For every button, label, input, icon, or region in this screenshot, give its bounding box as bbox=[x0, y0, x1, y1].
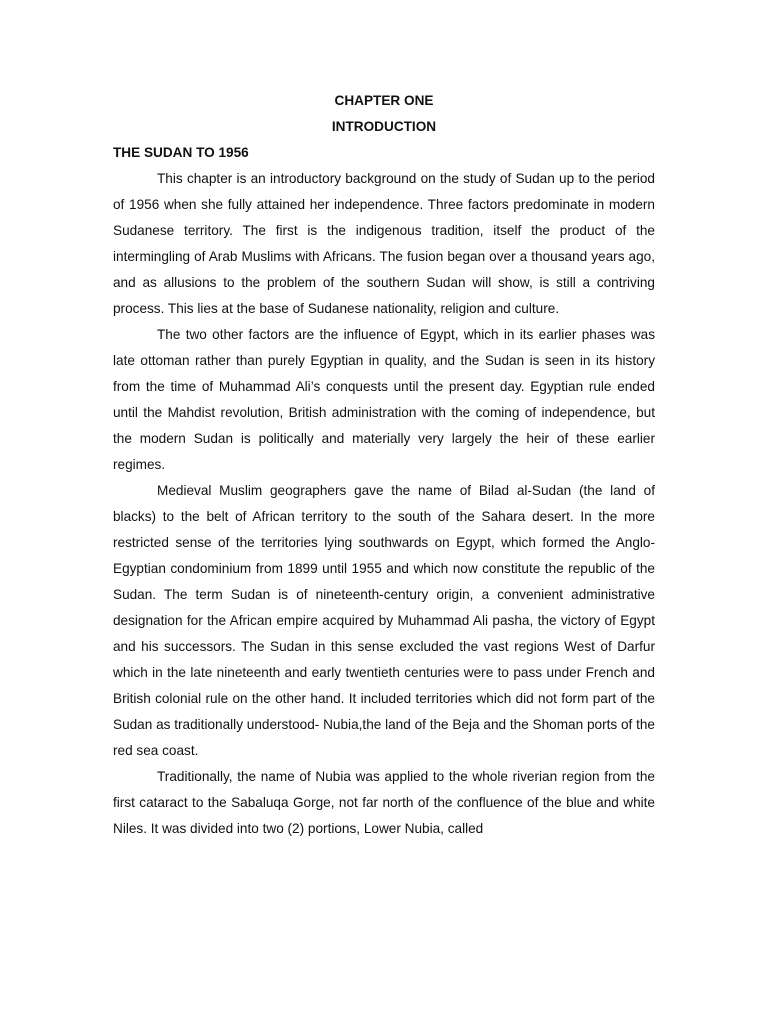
paragraph-3: Medieval Muslim geographers gave the name of Bilad al-Sudan (the land of blacks) to the belt of African territory to the south of the Sahara desert. In the more restricted sense of the territories lying southwards on Egypt, which formed the Anglo-Egyptian condominium from 1899 until 1955 and which now constitute the republic of the Sudan. The term Sudan is of nineteenth-century origin, a convenient administrative designation for the African empire acquired by Muhammad Ali pasha, the victory of Egypt and his successors. The Sudan in this sense excluded the vast regions West of Darfur which in the late nineteenth and early twentieth centuries were to pass under French and British colonial rule on the other hand. It included territories which did not form part of the Sudan as traditionally understood- Nubia,the land of the Beja and the Shoman ports of the red sea coast. bbox=[113, 483, 655, 758]
chapter-title: CHAPTER ONE bbox=[334, 93, 434, 108]
intro-title: INTRODUCTION bbox=[331, 119, 437, 134]
paragraph-2: The two other factors are the influence of Egypt, which in its earlier phases was late ottoman rather than purely Egyptian in quality, and the Sudan is seen in its history from the time of Muhammad Ali’s conquests until the present day. Egyptian rule ended until the Mahdist revolution, British administration with the coming of independence, but the modern Sudan is politically and materially very largely the heir of these earlier regimes. bbox=[113, 327, 655, 472]
paragraph-4: Traditionally, the name of Nubia was applied to the whole riverian region from the first cataract to the Sabaluqa Gorge, not far north of the confluence of the blue and white Niles. It was divided into two (2) portions, Lower Nubia, called bbox=[113, 769, 655, 836]
paragraph-1: This chapter is an introductory background on the study of Sudan up to the period of 1956 when she fully attained her independence. Three factors predominate in modern Sudanese territory. The first is the indigenous tradition, itself the product of the intermingling of Arab Muslims with Africans. The fusion began over a thousand years ago, and as allusions to the problem of the southern Sudan will show, is still a contriving process. This lies at the base of Sudanese nationality, religion and culture. bbox=[113, 171, 655, 316]
section-heading: THE SUDAN TO 1956 bbox=[113, 145, 249, 160]
document-body bbox=[113, 88, 655, 842]
